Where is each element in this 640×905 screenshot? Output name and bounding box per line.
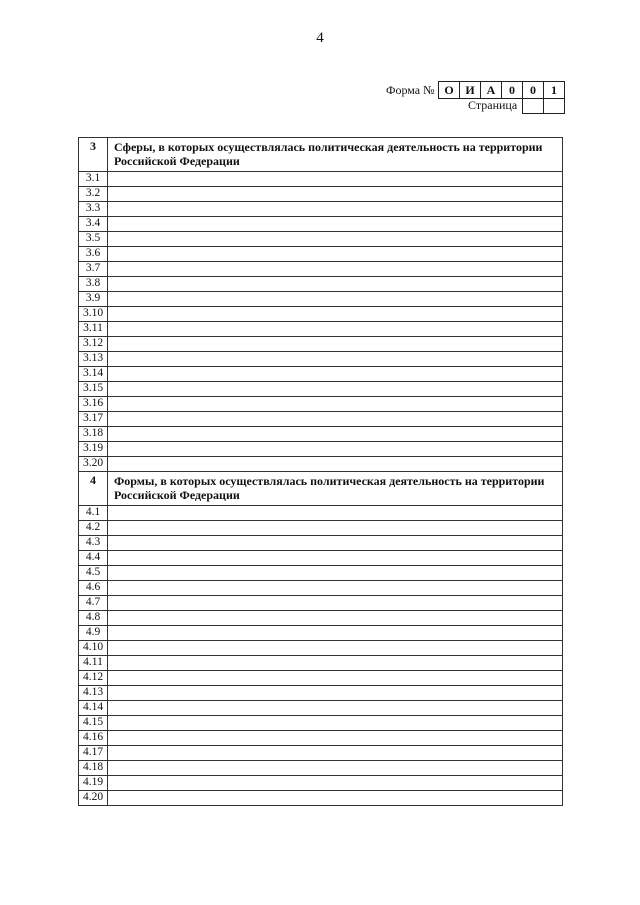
table-row bbox=[79, 232, 563, 247]
section-header-row bbox=[79, 472, 563, 506]
page-number: 4 bbox=[316, 30, 324, 46]
entry-field[interactable] bbox=[108, 761, 563, 776]
table-row bbox=[79, 202, 563, 217]
table-row bbox=[79, 791, 563, 806]
table-row bbox=[79, 427, 563, 442]
table-row bbox=[79, 731, 563, 746]
row-number: 3.2 bbox=[79, 187, 108, 202]
row-number: 3.13 bbox=[79, 352, 108, 367]
entry-field[interactable] bbox=[108, 641, 563, 656]
row-number: 4.2 bbox=[79, 521, 108, 536]
page-number-cell[interactable] bbox=[523, 98, 544, 113]
row-number: 3.7 bbox=[79, 262, 108, 277]
row-number: 4.3 bbox=[79, 536, 108, 551]
section-title: Формы, в которых осуществлялась политическая деятельность на территории Российской Федерации bbox=[108, 472, 563, 506]
table-row bbox=[79, 551, 563, 566]
entry-field[interactable] bbox=[108, 217, 563, 232]
entry-field[interactable] bbox=[108, 581, 563, 596]
row-number: 4.13 bbox=[79, 686, 108, 701]
table-row bbox=[79, 521, 563, 536]
entry-field[interactable] bbox=[108, 656, 563, 671]
table-row bbox=[79, 701, 563, 716]
entry-field[interactable] bbox=[108, 322, 563, 337]
entry-field[interactable] bbox=[108, 442, 563, 457]
row-number: 3.6 bbox=[79, 247, 108, 262]
page-label: Страница bbox=[468, 98, 518, 112]
row-number: 3.16 bbox=[79, 397, 108, 412]
entry-field[interactable] bbox=[108, 292, 563, 307]
entry-field[interactable] bbox=[108, 307, 563, 322]
row-number: 3.3 bbox=[79, 202, 108, 217]
row-number: 4.16 bbox=[79, 731, 108, 746]
row-number: 3.1 bbox=[79, 172, 108, 187]
form-code-cell: 1 bbox=[551, 83, 557, 97]
table-row bbox=[79, 746, 563, 761]
row-number: 4.5 bbox=[79, 566, 108, 581]
table-row bbox=[79, 611, 563, 626]
row-number: 4.9 bbox=[79, 626, 108, 641]
entry-field[interactable] bbox=[108, 506, 563, 521]
row-number: 3.19 bbox=[79, 442, 108, 457]
row-number: 4.12 bbox=[79, 671, 108, 686]
row-number: 4.1 bbox=[79, 506, 108, 521]
row-number: 3.14 bbox=[79, 367, 108, 382]
row-number: 3.4 bbox=[79, 217, 108, 232]
table-row bbox=[79, 596, 563, 611]
form-label: Форма № bbox=[386, 83, 435, 97]
table-row bbox=[79, 566, 563, 581]
section-header-row bbox=[79, 138, 563, 172]
entry-field[interactable] bbox=[108, 746, 563, 761]
table-row bbox=[79, 337, 563, 352]
table-row bbox=[79, 292, 563, 307]
table-row bbox=[79, 442, 563, 457]
table-row bbox=[79, 761, 563, 776]
form-code-cell: И bbox=[460, 82, 481, 98]
form-code-cell: А bbox=[481, 82, 502, 98]
row-number: 4.20 bbox=[79, 791, 108, 806]
row-number: 4.17 bbox=[79, 746, 108, 761]
table-row bbox=[79, 352, 563, 367]
page-number-cell[interactable] bbox=[544, 98, 564, 113]
entry-field[interactable] bbox=[108, 277, 563, 292]
row-number: 4.11 bbox=[79, 656, 108, 671]
table-row bbox=[79, 412, 563, 427]
table-row bbox=[79, 656, 563, 671]
row-number: 4.7 bbox=[79, 596, 108, 611]
row-number: 4.15 bbox=[79, 716, 108, 731]
table-row bbox=[79, 217, 563, 232]
row-number: 4.10 bbox=[79, 641, 108, 656]
table-row bbox=[79, 187, 563, 202]
table-row bbox=[79, 626, 563, 641]
form-header bbox=[386, 81, 566, 121]
table-row bbox=[79, 581, 563, 596]
table-row bbox=[79, 536, 563, 551]
row-number: 4.6 bbox=[79, 581, 108, 596]
entry-field[interactable] bbox=[108, 701, 563, 716]
table-row bbox=[79, 776, 563, 791]
entry-field[interactable] bbox=[108, 791, 563, 806]
table-row bbox=[79, 397, 563, 412]
table-row bbox=[79, 457, 563, 472]
row-number: 3.15 bbox=[79, 382, 108, 397]
entry-field[interactable] bbox=[108, 521, 563, 536]
entry-field[interactable] bbox=[108, 427, 563, 442]
form-code bbox=[438, 81, 565, 99]
table-row bbox=[79, 247, 563, 262]
row-number: 3.10 bbox=[79, 307, 108, 322]
row-number: 3.8 bbox=[79, 277, 108, 292]
entry-field[interactable] bbox=[108, 536, 563, 551]
row-number: 3.17 bbox=[79, 412, 108, 427]
row-number: 4.8 bbox=[79, 611, 108, 626]
row-number: 4.4 bbox=[79, 551, 108, 566]
entry-field[interactable] bbox=[108, 337, 563, 352]
table-row bbox=[79, 641, 563, 656]
entry-field[interactable] bbox=[108, 596, 563, 611]
table-row bbox=[79, 367, 563, 382]
entry-field[interactable] bbox=[108, 382, 563, 397]
row-number: 4.14 bbox=[79, 701, 108, 716]
table-row bbox=[79, 262, 563, 277]
entry-field[interactable] bbox=[108, 716, 563, 731]
row-number: 3.18 bbox=[79, 427, 108, 442]
entry-field[interactable] bbox=[108, 611, 563, 626]
form-table-body bbox=[79, 138, 563, 806]
row-number: 3.11 bbox=[79, 322, 108, 337]
section-number: 3 bbox=[79, 138, 108, 172]
section-number: 4 bbox=[79, 472, 108, 506]
entry-field[interactable] bbox=[108, 172, 563, 187]
table-row bbox=[79, 716, 563, 731]
form-code-cell: 0 bbox=[502, 82, 523, 98]
entry-field[interactable] bbox=[108, 686, 563, 701]
entry-field[interactable] bbox=[108, 731, 563, 746]
entry-field[interactable] bbox=[108, 202, 563, 217]
entry-field[interactable] bbox=[108, 232, 563, 247]
row-number: 3.5 bbox=[79, 232, 108, 247]
form-code-cell: 0 bbox=[523, 82, 544, 98]
entry-field[interactable] bbox=[108, 262, 563, 277]
entry-field[interactable] bbox=[108, 671, 563, 686]
table-row bbox=[79, 322, 563, 337]
entry-field[interactable] bbox=[108, 776, 563, 791]
entry-field[interactable] bbox=[108, 626, 563, 641]
table-row bbox=[79, 307, 563, 322]
entry-field[interactable] bbox=[108, 566, 563, 581]
table-row bbox=[79, 277, 563, 292]
table-row bbox=[79, 382, 563, 397]
row-number: 3.12 bbox=[79, 337, 108, 352]
table-row bbox=[79, 172, 563, 187]
row-number: 3.9 bbox=[79, 292, 108, 307]
entry-field[interactable] bbox=[108, 397, 563, 412]
form-table bbox=[78, 137, 563, 806]
entry-field[interactable] bbox=[108, 352, 563, 367]
section-title: Сферы, в которых осуществлялась политическая деятельность на территории Российской Федерации bbox=[108, 138, 563, 172]
form-code-cell: О bbox=[439, 82, 460, 98]
entry-field[interactable] bbox=[108, 187, 563, 202]
table-row bbox=[79, 671, 563, 686]
table-row bbox=[79, 686, 563, 701]
row-number: 4.18 bbox=[79, 761, 108, 776]
row-number: 3.20 bbox=[79, 457, 108, 472]
page-number-box bbox=[522, 98, 565, 114]
row-number: 4.19 bbox=[79, 776, 108, 791]
table-row bbox=[79, 506, 563, 521]
entry-field[interactable] bbox=[108, 367, 563, 382]
entry-field[interactable] bbox=[108, 412, 563, 427]
entry-field[interactable] bbox=[108, 457, 563, 472]
entry-field[interactable] bbox=[108, 247, 563, 262]
entry-field[interactable] bbox=[108, 551, 563, 566]
